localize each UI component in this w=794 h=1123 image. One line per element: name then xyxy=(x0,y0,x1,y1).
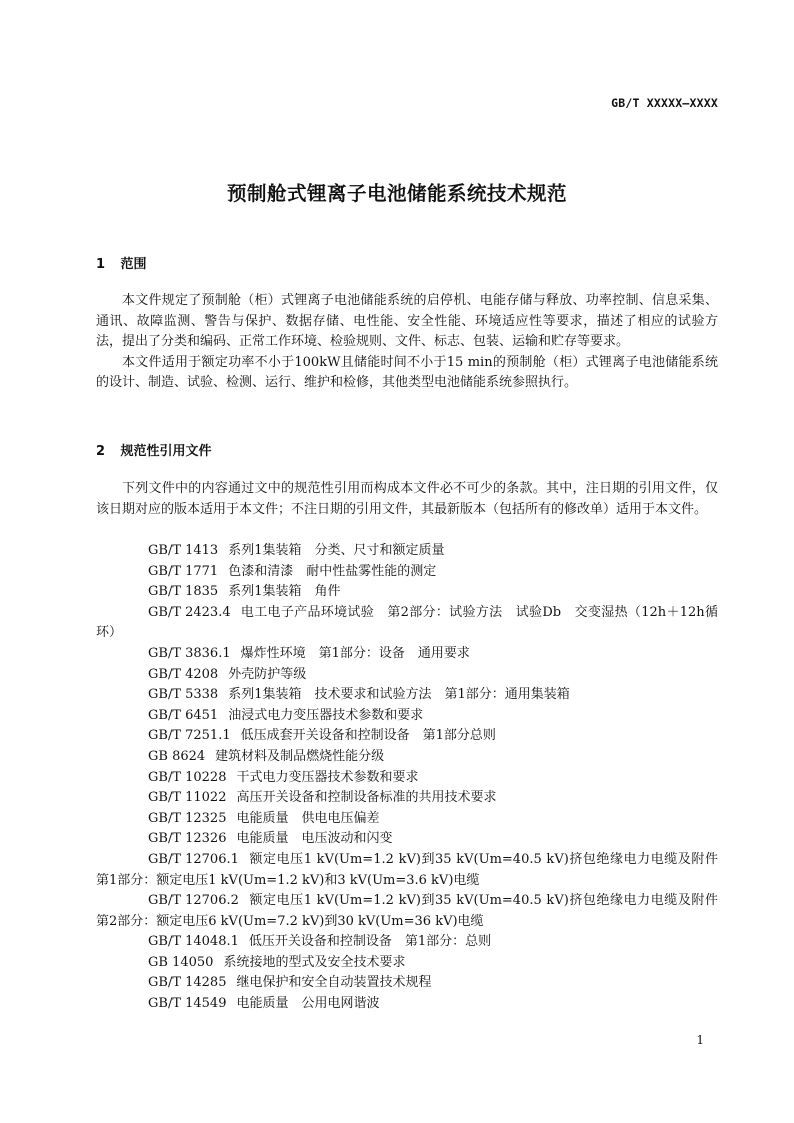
reference-title: 系统接地的型式及安全技术要求 xyxy=(223,954,406,970)
section-body-scope xyxy=(96,291,718,394)
section-number: 1 xyxy=(96,257,106,272)
reference-item xyxy=(96,973,718,994)
document-title: 预制舱式锂离子电池储能系统技术规范 xyxy=(226,182,567,205)
reference-code: GB/T 4208 xyxy=(148,666,219,682)
reference-item xyxy=(96,891,732,932)
section-body-normative-references xyxy=(96,479,718,520)
reference-item xyxy=(96,747,718,768)
reference-item xyxy=(96,665,718,686)
reference-code: GB/T 12325 xyxy=(148,810,227,826)
section-heading-scope xyxy=(96,253,147,272)
reference-title: 系列1集装箱 角件 xyxy=(228,584,341,600)
reference-code: GB 14050 xyxy=(148,954,214,970)
section-heading-normative-references xyxy=(96,440,212,459)
paragraph: 本文件适用于额定功率不小于100kW且储能时间不小于15 min的预制舱（柜）式锂离子电池储能系统的设计、制造、试验、检测、运行、维护和检修，其他类型电池储能系统参照执行。 xyxy=(96,354,718,390)
paragraph: 本文件规定了预制舱（柜）式锂离子电池储能系统的启停机、电能存储与释放、功率控制、信息采集、通讯、故障监测、警告与保护、数据存储、电性能、安全性能、环境适应性等要求，描述了相应的试验方法，提出了分类和编码、正常工作环境、检验规则、文件、标志、包装、运输和贮存等要求。 xyxy=(96,293,718,349)
reference-title: 系列1集装箱 技术要求和试验方法 第1部分：通用集装箱 xyxy=(228,687,570,703)
reference-title: 建筑材料及制品燃烧性能分级 xyxy=(215,748,385,764)
reference-title: 电能质量 电压波动和闪变 xyxy=(236,831,393,847)
reference-code: GB/T 1413 xyxy=(148,543,219,558)
reference-title: 额定电压1 kV(Um=1.2 kV)到35 kV(Um=40.5 kV)挤包绝缘电力电缆及附件 第1部分：额定电压1 kV(Um=1.2 kV)和3 kV(Um=3.6 kV)电缆 xyxy=(96,851,732,888)
section-title: 规范性引用文件 xyxy=(120,444,212,459)
reference-list xyxy=(96,541,732,1015)
reference-code: GB/T 3836.1 xyxy=(148,645,231,661)
section-title: 范围 xyxy=(120,257,147,272)
reference-code: GB/T 7251.1 xyxy=(148,728,231,744)
reference-item xyxy=(96,768,718,789)
reference-code: GB/T 12326 xyxy=(148,831,227,847)
reference-code: GB/T 10228 xyxy=(148,769,227,785)
page-number: 1 xyxy=(696,1033,704,1047)
reference-item xyxy=(96,932,718,953)
reference-item xyxy=(96,603,718,644)
reference-title: 继电保护和安全自动装置技术规程 xyxy=(236,975,432,991)
reference-code: GB/T 5338 xyxy=(148,687,219,703)
reference-item xyxy=(96,582,718,603)
reference-code: GB/T 14285 xyxy=(148,975,227,991)
reference-title: 低压成套开关设备和控制设备 第1部分总则 xyxy=(240,728,496,744)
reference-item xyxy=(96,562,718,583)
reference-code: GB/T 11022 xyxy=(148,790,227,806)
reference-title: 电能质量 公用电网谐波 xyxy=(236,996,380,1012)
reference-item xyxy=(96,706,718,727)
reference-title: 电工电子产品环境试验 第2部分：试验方法 试验Db 交变湿热（12h＋12h循环） xyxy=(96,604,718,641)
reference-code: GB/T 12706.1 xyxy=(148,851,239,867)
reference-title: 油浸式电力变压器技术参数和要求 xyxy=(228,707,424,723)
section-number: 2 xyxy=(96,444,106,459)
reference-code: GB/T 14048.1 xyxy=(148,934,239,950)
reference-item xyxy=(96,788,718,809)
reference-title: 干式电力变压器技术参数和要求 xyxy=(236,769,419,785)
reference-code: GB/T 2423.4 xyxy=(148,604,231,620)
reference-item xyxy=(96,685,718,706)
reference-code: GB/T 6451 xyxy=(148,707,219,723)
reference-item xyxy=(96,953,718,974)
reference-item xyxy=(96,541,718,562)
reference-item xyxy=(96,850,732,891)
paragraph: 下列文件中的内容通过文中的规范性引用而构成本文件必不可少的条款。其中，注日期的引用文件，仅该日期对应的版本适用于本文件；不注日期的引用文件，其最新版本（包括所有的修改单）适用于本文件。 xyxy=(96,481,718,517)
standard-code: GB/T XXXXX—XXXX xyxy=(611,96,718,110)
reference-code: GB/T 1771 xyxy=(148,563,219,579)
reference-code: GB/T 12706.2 xyxy=(148,893,239,909)
reference-title: 色漆和清漆 耐中性盐雾性能的测定 xyxy=(228,563,437,579)
reference-item xyxy=(96,829,718,850)
reference-title: 电能质量 供电电压偏差 xyxy=(236,810,380,826)
reference-title: 外壳防护等级 xyxy=(228,666,307,682)
reference-code: GB 8624 xyxy=(148,748,206,764)
reference-item xyxy=(96,726,718,747)
reference-item xyxy=(96,644,718,665)
reference-title: 低压开关设备和控制设备 第1部分：总则 xyxy=(248,934,492,950)
reference-title: 高压开关设备和控制设备标准的共用技术要求 xyxy=(236,790,497,806)
reference-code: GB/T 1835 xyxy=(148,584,219,600)
reference-item xyxy=(96,809,718,830)
reference-title: 爆炸性环境 第1部分：设备 通用要求 xyxy=(240,645,470,661)
reference-item xyxy=(96,994,718,1015)
reference-code: GB/T 14549 xyxy=(148,996,227,1012)
reference-title: 系列1集装箱 分类、尺寸和额定质量 xyxy=(228,543,445,558)
reference-title: 额定电压1 kV(Um=1.2 kV)到35 kV(Um=40.5 kV)挤包绝缘电力电缆及附件 第2部分：额定电压6 kV(Um=7.2 kV)到30 kV(Um=36 kV)电缆 xyxy=(96,893,732,929)
